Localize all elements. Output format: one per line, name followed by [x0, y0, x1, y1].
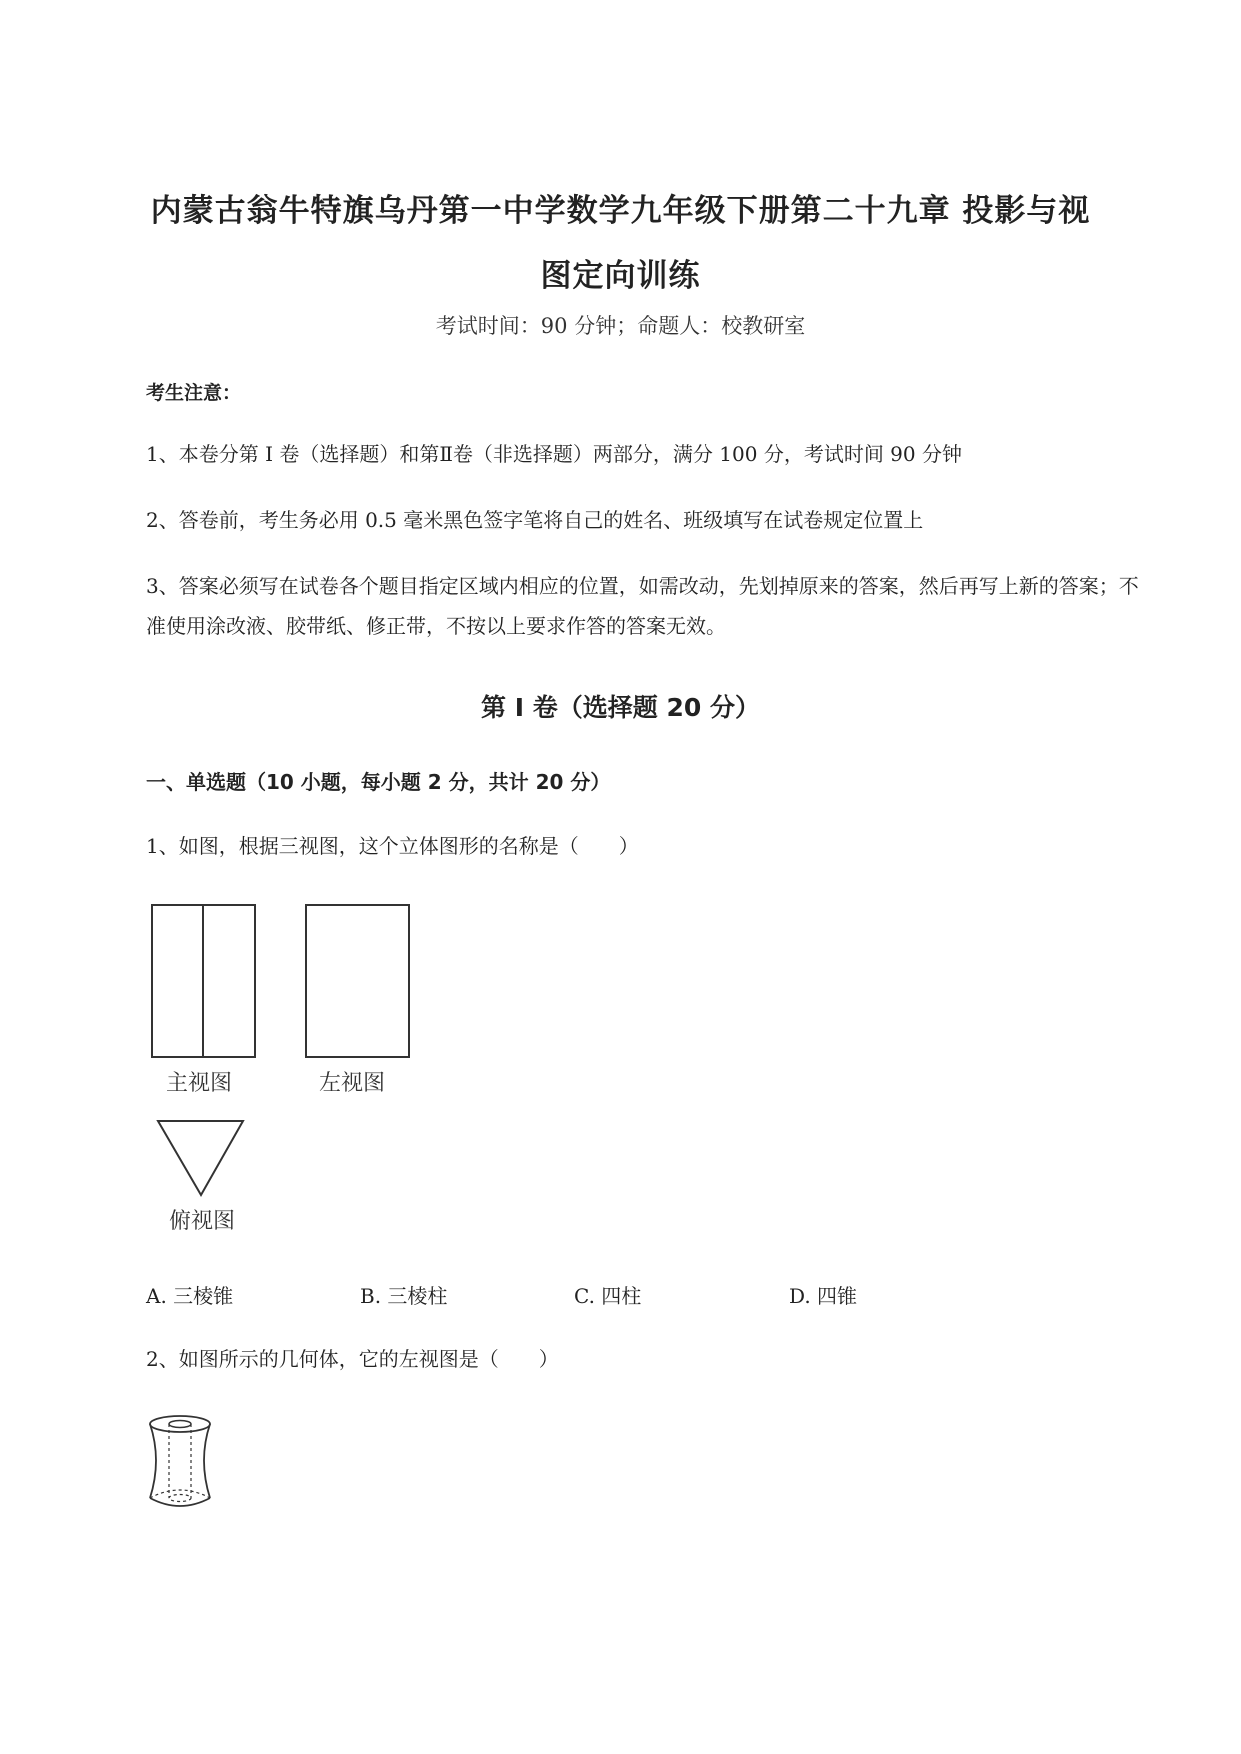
page-title-line1: 内蒙古翁牛特旗乌丹第一中学数学九年级下册第二十九章 投影与视 [150, 193, 1091, 229]
notice-heading: 考生注意： [146, 382, 242, 404]
top-view-triangle [158, 1121, 243, 1195]
notice-item-3: 3、答案必须写在试卷各个题目指定区域内相应的位置，如需改动，先划掉原来的答案，然后再写上新的答案；不准使用涂改液、胶带纸、修正带，不按以上要求作答的答案无效。 [146, 574, 1139, 638]
question-1-option-c: C. 四柱 [574, 1284, 642, 1308]
section-title: 第 I 卷（选择题 20 分） [481, 693, 760, 722]
left-view-label: 左视图 [319, 1071, 386, 1096]
left-view-rect [306, 905, 409, 1057]
front-view-label: 主视图 [166, 1071, 233, 1096]
notice-item-1: 1、本卷分第 I 卷（选择题）和第Ⅱ卷（非选择题）两部分，满分 100 分，考试时间 90 分钟 [146, 442, 962, 466]
top-view-label: 俯视图 [169, 1209, 236, 1234]
solid-top-outer [150, 1416, 210, 1432]
hole-bottom [169, 1495, 191, 1502]
solid-left-side [150, 1424, 156, 1498]
solid-right-side [204, 1424, 210, 1498]
question-1-option-d: D. 四锥 [789, 1284, 858, 1308]
three-view-figure [146, 895, 426, 1235]
question-1-option-a: A. 三棱锥 [146, 1284, 234, 1308]
section-subtitle: 一、单选题（10 小题，每小题 2 分，共计 20 分） [146, 770, 611, 794]
page-title-line2: 图定向训练 [540, 258, 701, 294]
exam-info: 考试时间：90 分钟；命题人：校教研室 [435, 314, 806, 338]
question-1-stem: 1、如图，根据三视图，这个立体图形的名称是（ ） [146, 834, 639, 858]
solid-top-inner [169, 1421, 191, 1428]
notice-item-2: 2、答卷前，考生务必用 0.5 毫米黑色签字笔将自己的姓名、班级填写在试卷规定位置上 [146, 508, 924, 532]
question-2-stem: 2、如图所示的几何体，它的左视图是（ ） [146, 1347, 559, 1371]
hollow-solid-figure [140, 1410, 220, 1520]
question-1-option-b: B. 三棱柱 [360, 1284, 448, 1308]
